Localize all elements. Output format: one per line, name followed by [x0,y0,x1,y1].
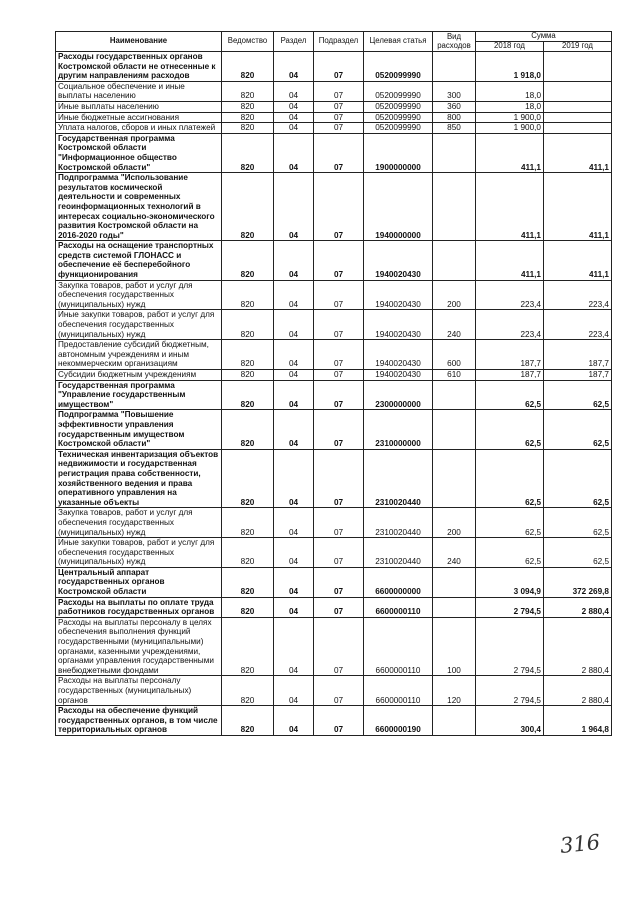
row-target: 1940020430 [364,280,433,310]
row-sum-2018: 411,1 [476,241,544,280]
row-dept: 820 [222,370,274,381]
row-sum-2019: 223,4 [544,280,612,310]
header-sum: Сумма [476,32,612,42]
row-dept: 820 [222,123,274,134]
row-kind: 200 [433,280,476,310]
row-target: 2310020440 [364,449,433,508]
row-subsection: 07 [314,280,364,310]
row-dept: 820 [222,597,274,617]
row-section: 04 [274,173,314,241]
row-sum-2018: 300,4 [476,706,544,736]
row-sum-2018: 1 900,0 [476,112,544,123]
row-dept: 820 [222,706,274,736]
row-target: 1940000000 [364,173,433,241]
row-section: 04 [274,617,314,676]
row-sum-2019: 62,5 [544,410,612,449]
row-section: 04 [274,508,314,538]
row-sum-2019: 2 880,4 [544,597,612,617]
row-kind: 610 [433,370,476,381]
row-target: 2300000000 [364,380,433,410]
page-number: 316 [558,829,602,859]
row-name: Подпрограмма "Повышение эффективности управления государственным имуществом Костромской области" [56,410,222,449]
row-target: 1940020430 [364,241,433,280]
row-kind: 100 [433,617,476,676]
row-sum-2018: 187,7 [476,370,544,381]
row-dept: 820 [222,133,274,172]
header-section: Раздел [274,32,314,52]
row-sum-2018: 2 794,5 [476,597,544,617]
row-sum-2018: 223,4 [476,310,544,340]
row-dept: 820 [222,567,274,597]
row-sum-2018: 2 794,5 [476,617,544,676]
row-dept: 820 [222,538,274,568]
row-dept: 820 [222,340,274,370]
row-section: 04 [274,81,314,101]
row-sum-2018: 62,5 [476,449,544,508]
row-sum-2019: 223,4 [544,310,612,340]
header-2018: 2018 год [476,42,544,52]
row-section: 04 [274,676,314,706]
row-sum-2019 [544,52,612,82]
row-sum-2019: 1 964,8 [544,706,612,736]
row-target: 6600000110 [364,676,433,706]
row-sum-2018: 3 094,9 [476,567,544,597]
row-dept: 820 [222,676,274,706]
budget-table [55,31,612,736]
row-sum-2018: 62,5 [476,410,544,449]
row-subsection: 07 [314,52,364,82]
row-subsection: 07 [314,508,364,538]
row-kind [433,449,476,508]
row-target: 1940020430 [364,370,433,381]
row-kind: 600 [433,340,476,370]
row-section: 04 [274,112,314,123]
row-sum-2019 [544,101,612,112]
row-subsection: 07 [314,617,364,676]
header-target: Целевая статья [364,32,433,52]
row-name: Расходы государственных органов Костромской области не отнесенные к другим направлениям расходов [56,52,222,82]
table-row [56,567,612,597]
row-subsection: 07 [314,112,364,123]
row-subsection: 07 [314,538,364,568]
row-subsection: 07 [314,340,364,370]
row-subsection: 07 [314,310,364,340]
row-subsection: 07 [314,370,364,381]
row-name: Расходы на обеспечение функций государственных органов, в том числе территориальных органов [56,706,222,736]
row-kind: 240 [433,310,476,340]
row-kind [433,597,476,617]
header-subsection: Подраздел [314,32,364,52]
row-target: 6600000110 [364,597,433,617]
row-sum-2019: 62,5 [544,538,612,568]
row-name: Субсидии бюджетным учреждениям [56,370,222,381]
row-sum-2019: 411,1 [544,241,612,280]
row-sum-2019: 187,7 [544,370,612,381]
table-row [56,676,612,706]
row-name: Расходы на выплаты по оплате труда работников государственных органов [56,597,222,617]
row-name: Предоставление субсидий бюджетным, автономным учреждениям и иным некоммерческим организациям [56,340,222,370]
row-name: Закупка товаров, работ и услуг для обеспечения государственных (муниципальных) нужд [56,508,222,538]
row-subsection: 07 [314,410,364,449]
row-target: 2310020440 [364,508,433,538]
table-row [56,538,612,568]
table-row [56,112,612,123]
row-sum-2019: 411,1 [544,173,612,241]
row-target: 0520099990 [364,52,433,82]
row-kind: 240 [433,538,476,568]
row-name: Подпрограмма "Использование результатов космической деятельности и современных геоинформационных технологий в интересах социально-экономического развития Костромской области на 2016-2020 годы" [56,173,222,241]
row-target: 2310000000 [364,410,433,449]
table-row [56,380,612,410]
row-name: Иные закупки товаров, работ и услуг для обеспечения государственных (муниципальных) нужд [56,538,222,568]
row-dept: 820 [222,617,274,676]
table-row [56,133,612,172]
row-section: 04 [274,706,314,736]
table-row [56,508,612,538]
row-sum-2018: 187,7 [476,340,544,370]
header-kind: Вид расходов [433,32,476,52]
row-kind: 120 [433,676,476,706]
row-sum-2019: 62,5 [544,508,612,538]
row-subsection: 07 [314,133,364,172]
row-kind [433,380,476,410]
row-sum-2018: 1 918,0 [476,52,544,82]
row-kind: 800 [433,112,476,123]
row-target: 0520099990 [364,112,433,123]
row-dept: 820 [222,380,274,410]
row-kind: 200 [433,508,476,538]
row-sum-2019 [544,112,612,123]
row-target: 1940020430 [364,310,433,340]
row-section: 04 [274,123,314,134]
row-kind [433,173,476,241]
row-kind [433,567,476,597]
table-row [56,310,612,340]
row-subsection: 07 [314,123,364,134]
row-kind [433,52,476,82]
row-sum-2019: 372 269,8 [544,567,612,597]
row-target: 6600000110 [364,617,433,676]
row-subsection: 07 [314,101,364,112]
row-target: 1940020430 [364,340,433,370]
row-dept: 820 [222,310,274,340]
row-subsection: 07 [314,241,364,280]
row-dept: 820 [222,81,274,101]
row-section: 04 [274,52,314,82]
row-dept: 820 [222,241,274,280]
row-dept: 820 [222,101,274,112]
row-sum-2018: 18,0 [476,101,544,112]
row-subsection: 07 [314,567,364,597]
row-name: Закупка товаров, работ и услуг для обеспечения государственных (муниципальных) нужд [56,280,222,310]
row-sum-2018: 62,5 [476,508,544,538]
row-section: 04 [274,449,314,508]
row-section: 04 [274,597,314,617]
table-row [56,449,612,508]
row-dept: 820 [222,449,274,508]
row-section: 04 [274,133,314,172]
row-kind: 300 [433,81,476,101]
table-row [56,370,612,381]
row-sum-2019: 187,7 [544,340,612,370]
row-sum-2019: 62,5 [544,380,612,410]
row-section: 04 [274,380,314,410]
row-sum-2018: 62,5 [476,380,544,410]
row-name: Техническая инвентаризация объектов недвижимости и государственная регистрация права собственности, хозяйственного ведения и права оперативного управления на указанные объекты [56,449,222,508]
row-sum-2018: 223,4 [476,280,544,310]
row-sum-2018: 411,1 [476,173,544,241]
row-sum-2019 [544,81,612,101]
row-section: 04 [274,101,314,112]
row-target: 6600000000 [364,567,433,597]
header-dept: Ведомство [222,32,274,52]
row-sum-2019: 2 880,4 [544,617,612,676]
row-section: 04 [274,280,314,310]
row-sum-2018: 18,0 [476,81,544,101]
table-row [56,617,612,676]
row-kind: 360 [433,101,476,112]
table-row [56,280,612,310]
table-row [56,340,612,370]
row-sum-2019: 62,5 [544,449,612,508]
row-name: Иные выплаты населению [56,101,222,112]
row-name: Социальное обеспечение и иные выплаты населению [56,81,222,101]
row-subsection: 07 [314,706,364,736]
row-sum-2018: 2 794,5 [476,676,544,706]
row-name: Государственная программа Костромской области "Информационное общество Костромской области" [56,133,222,172]
row-sum-2018: 411,1 [476,133,544,172]
row-sum-2018: 1 900,0 [476,123,544,134]
row-dept: 820 [222,508,274,538]
table-row [56,52,612,82]
row-section: 04 [274,370,314,381]
row-kind [433,410,476,449]
row-dept: 820 [222,410,274,449]
row-kind [433,133,476,172]
row-target: 0520099990 [364,81,433,101]
table-row [56,241,612,280]
row-name: Государственная программа "Управление государственным имуществом" [56,380,222,410]
table-row [56,706,612,736]
row-name: Расходы на выплаты персоналу государственных (муниципальных) органов [56,676,222,706]
row-sum-2019: 411,1 [544,133,612,172]
table-row [56,173,612,241]
row-name: Расходы на выплаты персоналу в целях обеспечения выполнения функций государственными (муниципальными) органами, казенными учреждениями, органами управления государственными внебюджетными фондами [56,617,222,676]
row-section: 04 [274,538,314,568]
row-kind [433,706,476,736]
row-target: 0520099990 [364,123,433,134]
row-subsection: 07 [314,380,364,410]
row-target: 2310020440 [364,538,433,568]
row-name: Иные закупки товаров, работ и услуг для обеспечения государственных (муниципальных) нужд [56,310,222,340]
row-target: 0520099990 [364,101,433,112]
row-name: Иные бюджетные ассигнования [56,112,222,123]
row-sum-2019 [544,123,612,134]
row-dept: 820 [222,52,274,82]
row-target: 6600000190 [364,706,433,736]
row-kind: 850 [433,123,476,134]
row-section: 04 [274,241,314,280]
table-row [56,597,612,617]
row-kind [433,241,476,280]
row-subsection: 07 [314,676,364,706]
row-section: 04 [274,567,314,597]
table-row [56,123,612,134]
row-target: 1900000000 [364,133,433,172]
header-name: Наименование [56,32,222,52]
row-subsection: 07 [314,597,364,617]
row-section: 04 [274,410,314,449]
row-dept: 820 [222,280,274,310]
row-section: 04 [274,310,314,340]
row-name: Центральный аппарат государственных органов Костромской области [56,567,222,597]
table-row [56,101,612,112]
header-2019: 2019 год [544,42,612,52]
row-name: Расходы на оснащение транспортных средств системой ГЛОНАСС и обеспечение её бесперебойного функционирования [56,241,222,280]
row-dept: 820 [222,173,274,241]
row-subsection: 07 [314,173,364,241]
row-dept: 820 [222,112,274,123]
table-row [56,410,612,449]
row-sum-2019: 2 880,4 [544,676,612,706]
row-name: Уплата налогов, сборов и иных платежей [56,123,222,134]
table-row [56,81,612,101]
row-sum-2018: 62,5 [476,538,544,568]
row-subsection: 07 [314,81,364,101]
row-section: 04 [274,340,314,370]
row-subsection: 07 [314,449,364,508]
